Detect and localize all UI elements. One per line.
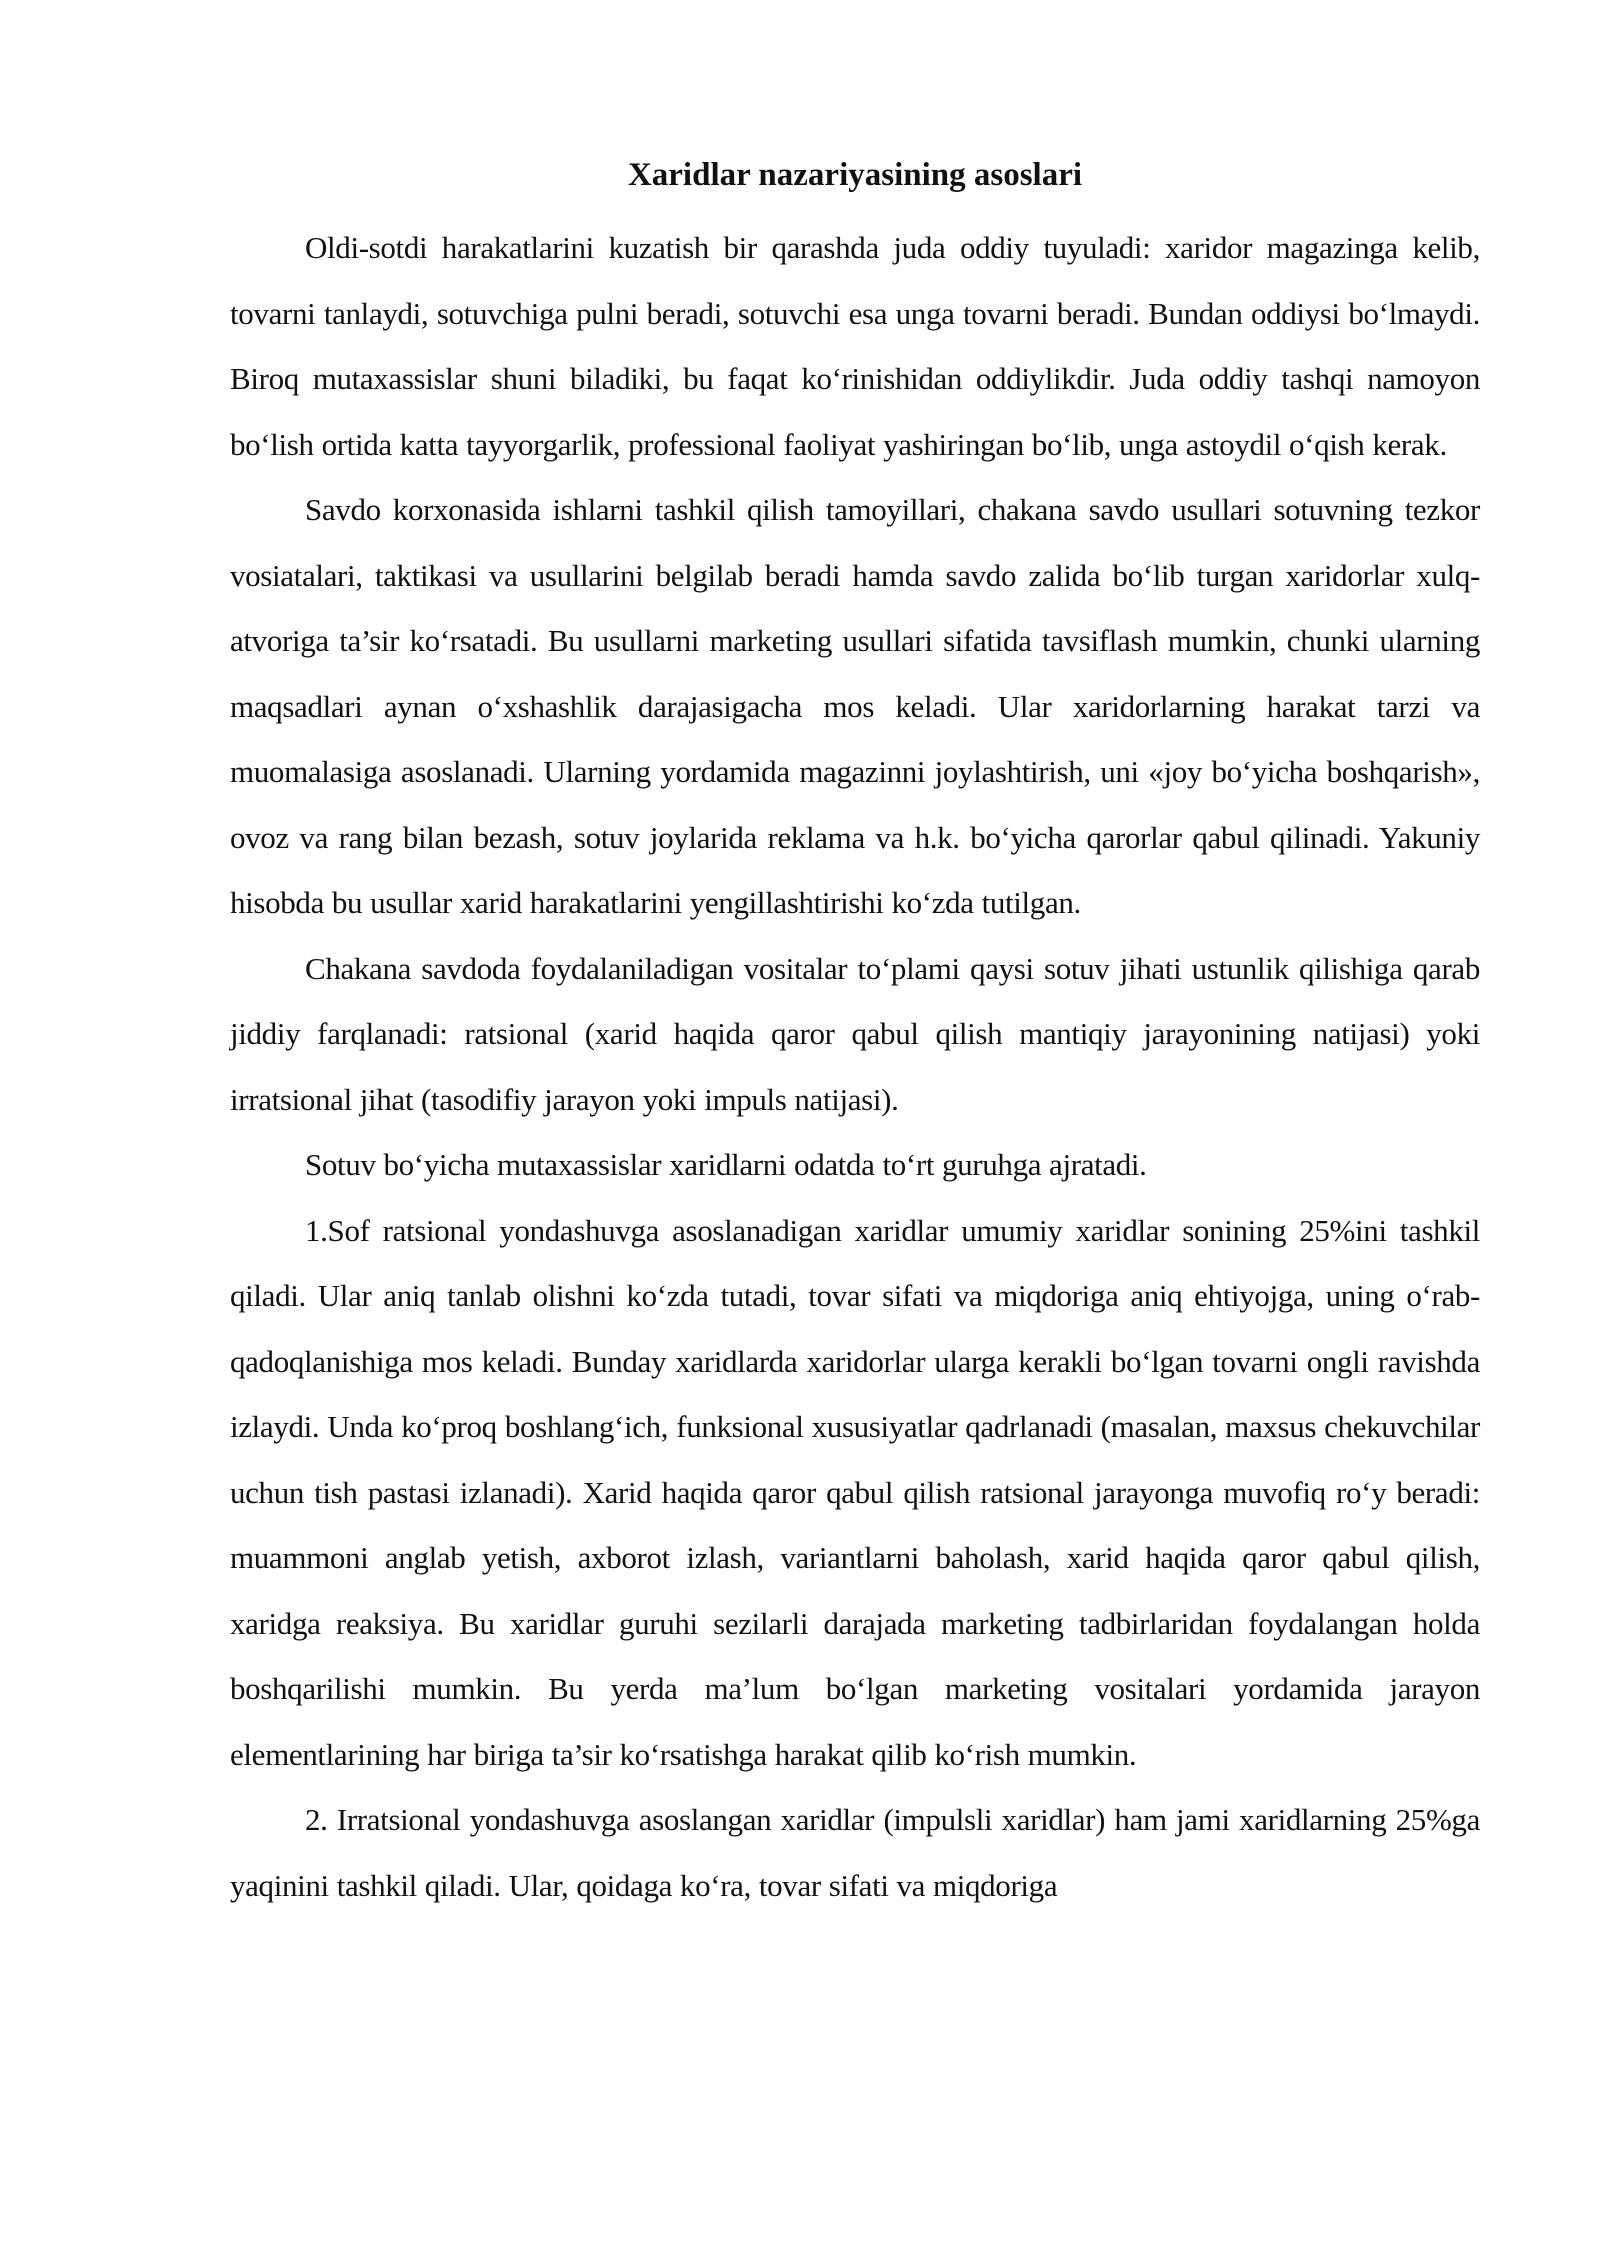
document-title: Xaridlar nazariyasining asoslari	[627, 157, 1083, 193]
paragraph-groups: Sotuv bo‘yicha mutaxassislar xaridlarni odatda to‘rt guruhga ajratadi.	[305, 1147, 1147, 1182]
paragraph-intro: Oldi-sotdi harakatlarini kuzatish bir qarashda juda oddiy tuyuladi: xaridor magazinga kelib, tovarni tanlaydi, sotuvchiga pulni beradi, sotuvchi esa unga tovarni beradi. Bundan oddiysi bo‘lmaydi. Biroq mutaxassislar shuni biladiki, bu faqat ko‘rinishidan oddiylikdir. Juda oddiy tashqi namoyon bo‘lish ortida katta tayyorgarlik, professional faoliyat yashiringan bo‘lib, unga astoydil o‘qish kerak.	[230, 230, 1480, 462]
paragraph-rational: 1.Sof ratsional yondashuvga asoslanadigan xaridlar umumiy xaridlar sonining 25%ini tashkil qiladi. Ular aniq tanlab olishni ko‘zda tutadi, tovar sifati va miqdoriga aniq ehtiyojga, uning o‘rab-qadoqlanishiga mos keladi. Bunday xaridlarda xaridorlar ularga kerakli bo‘lgan tovarni ongli ravishda izlaydi. Unda ko‘proq boshlang‘ich, funksional xususiyatlar qadrlanadi (masalan, maxsus chekuvchilar uchun tish pastasi izlanadi). Xarid haqida qaror qabul qilish ratsional jarayonga muvofiq ro‘y beradi: muammoni anglab yetish, axborot izlash, variantlarni baholash, xarid haqida qaror qabul qilish, xaridga reaksiya. Bu xaridlar guruhi sezilarli darajada marketing tadbirlaridan foydalangan holda boshqarilishi mumkin. Bu yerda ma’lum bo‘lgan marketing vositalari yordamida jarayon elementlarining har biriga ta’sir ko‘rsatishga harakat qilib ko‘rish mumkin.	[230, 1212, 1480, 1772]
paragraph-tools: Chakana savdoda foydalaniladigan vositalar to‘plami qaysi sotuv jihati ustunlik qilishiga qarab jiddiy farqlanadi: ratsional (xarid haqida qaror qabul qilish mantiqiy jarayonining natijasi) yoki irratsional jihat (tasodifiy jarayon yoki impuls natijasi).	[230, 950, 1480, 1117]
paragraph-irrational: 2. Irratsional yondashuvga asoslangan xaridlar (impulsli xaridlar) ham jami xaridlarning 25%ga yaqinini tashkil qiladi. Ular, qoidaga ko‘ra, tovar sifati va miqdoriga	[230, 1802, 1480, 1903]
paragraph-methods: Savdo korxonasida ishlarni tashkil qilish tamoyillari, chakana savdo usullari sotuvning tezkor vosiatalari, taktikasi va usullarini belgilab beradi hamda savdo zalida bo‘lib turgan xaridorlar xulq-atvoriga ta’sir ko‘rsatadi. Bu usullarni marketing usullari sifatida tavsiflash mumkin, chunki ularning maqsadlari aynan o‘xshashlik darajasigacha mos keladi. Ular xaridorlarning harakat tarzi va muomalasiga asoslanadi. Ularning yordamida magazinni joylashtirish, uni «joy bo‘yicha boshqarish», ovoz va rang bilan bezash, sotuv joylarida reklama va h.k. bo‘yicha qarorlar qabul qilinadi. Yakuniy hisobda bu usullar xarid harakatlarini yengillashtirishi ko‘zda tutilgan.	[230, 492, 1480, 920]
document-page	[230, 145, 1480, 1918]
